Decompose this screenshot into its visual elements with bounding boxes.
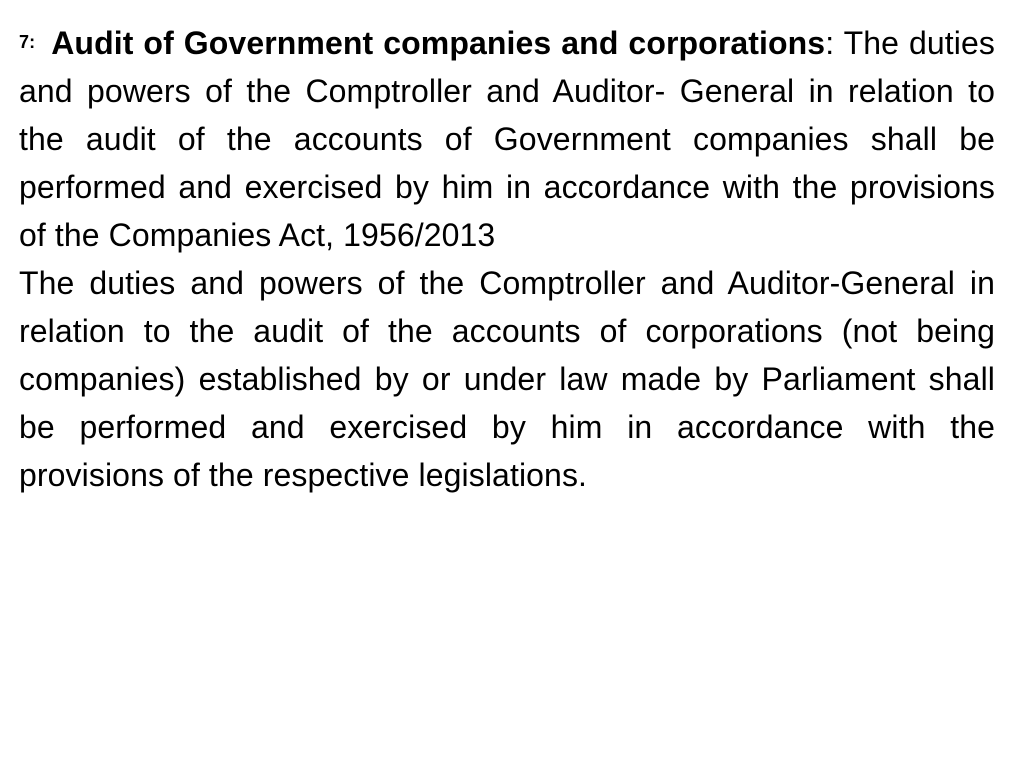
paragraph-1-text: The duties and powers of the Comptroller and Auditor- General in relation to the audit of the accounts of Government companies shall be performed and exercised by him in accordance with the provisions of the Companies Act, 1956/2013	[19, 25, 995, 253]
paragraph-2-text: The duties and powers of the Comptroller and Auditor-General in relation to the audit of the accounts of corporations (not being companies) established by or under law made by Parliament shall be performed and exercised by him in accordance with the provisions of the respective legislations.	[19, 265, 995, 493]
slide-content	[19, 18, 995, 748]
section-heading: Audit of Government companies and corporations	[51, 25, 826, 61]
paragraph-government-companies	[19, 18, 995, 259]
section-number: 7:	[19, 32, 36, 52]
section-heading-colon: :	[825, 25, 835, 61]
paragraph-corporations	[19, 259, 995, 499]
